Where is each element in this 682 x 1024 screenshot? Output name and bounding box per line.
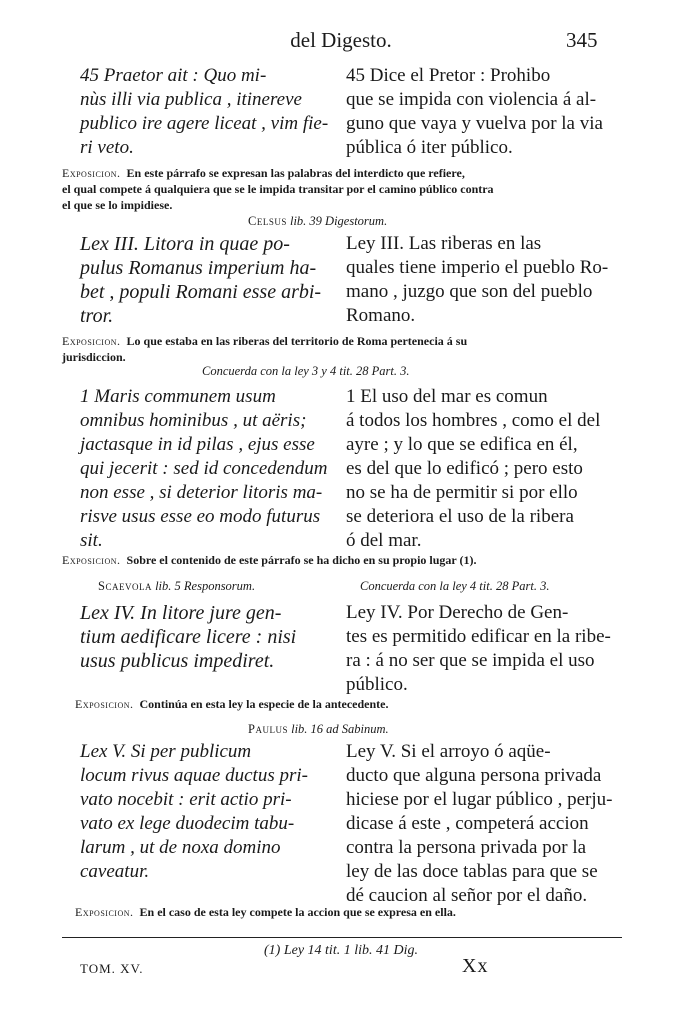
cite-author: Scaevola [98, 579, 152, 593]
text-line: Lex IV. In litore jure gen- [80, 602, 282, 624]
text-line: quales tiene imperio el pueblo Ro- [346, 257, 609, 278]
citation-scaevola [98, 579, 255, 594]
text-line: tium aedificare licere : nisi [80, 626, 297, 648]
lex-5-exposicion [75, 904, 620, 920]
text-line: no se ha de permitir si por ello [346, 482, 578, 503]
note-text: jurisdiccion. [62, 350, 126, 364]
exposicion-label: Exposicion. [62, 334, 121, 348]
text-line: jactasque in id pilas , ejus esse [80, 434, 315, 455]
text-line: Ley V. Si el arroyo ó aqüe- [346, 741, 551, 762]
lex-3-latin [80, 232, 332, 328]
text-line: 45 Praetor ait : Quo mi- [80, 65, 267, 86]
text-line: ayre ; y lo que se edifica en él, [346, 434, 578, 455]
text-line: que se impida con violencia á al- [346, 89, 597, 110]
text-line: público. [346, 674, 408, 695]
running-header: del Digesto. [290, 28, 392, 52]
exposicion-label: Exposicion. [75, 905, 134, 919]
section-45-spanish [346, 64, 616, 160]
text-line: omnibus hominibus , ut aëris; [80, 410, 307, 431]
lex-5-spanish [346, 740, 616, 908]
text-line: se deteriora el uso de la ribera [346, 506, 574, 527]
note-text: Continúa en esta ley la especie de la antecedente. [139, 697, 389, 711]
text-line: á todos los hombres , como el del [346, 410, 601, 431]
text-line: non esse , si deterior litoris ma- [80, 482, 323, 503]
exposicion-label: Exposicion. [62, 166, 121, 180]
text-line: ri veto. [80, 137, 134, 158]
text-line: contra la persona privada por la [346, 837, 587, 858]
note-text: el que se lo impidiese. [62, 198, 173, 212]
note-text: En el caso de esta ley compete la accion que se expresa en ella. [139, 905, 456, 919]
volume-label: TOM. XV. [80, 961, 144, 976]
cite-work: lib. 39 Digestorum. [289, 214, 388, 228]
lex-5-latin [80, 740, 332, 884]
text-line: dé caucion al señor por el daño. [346, 885, 588, 906]
lex-4-exposicion [75, 696, 620, 712]
lex-3-spanish [346, 232, 616, 328]
text-line: locum rivus aquae ductus pri- [80, 765, 308, 786]
text-line: Ley III. Las riberas en las [346, 233, 542, 254]
note-text: En este párrafo se expresan las palabras del interdicto que refiere, [126, 166, 465, 180]
text-line: larum , ut de noxa domino [80, 837, 281, 858]
text-line: ó del mar. [346, 530, 422, 551]
cite-work: lib. 5 Responsorum. [155, 579, 256, 593]
exposicion-label: Exposicion. [75, 697, 134, 711]
cite-work: lib. 16 ad Sabinum. [291, 722, 389, 736]
text-line: ley de las doce tablas para que se [346, 861, 598, 882]
footnote: (1) Ley 14 tit. 1 lib. 41 Dig. [264, 943, 418, 958]
text-line: caveatur. [80, 861, 150, 882]
text-line: usus publicus impediret. [80, 650, 275, 672]
text-line: ra : á no ser que se impida el uso [346, 650, 595, 671]
text-line: 1 Maris communem usum [80, 386, 276, 407]
text-line: pública ó iter público. [346, 137, 513, 158]
lex-4-spanish [346, 601, 616, 697]
citation-celsus [248, 214, 387, 229]
signature-mark: Xx [462, 955, 489, 977]
text-line: bet , populi Romani esse arbi- [80, 281, 322, 303]
section-45-latin [80, 64, 332, 160]
lex-3-concuerda: Concuerda con la ley 3 y 4 tit. 28 Part. 3. [202, 364, 410, 378]
text-line: tes es permitido edificar en la ribe- [346, 626, 611, 647]
text-line: guno que vaya y vuelva por la via [346, 113, 603, 134]
text-line: 45 Dice el Pretor : Prohibo [346, 65, 551, 86]
text-line: risve usus esse eo modo futurus [80, 506, 321, 527]
text-line: pulus Romanus imperium ha- [80, 257, 317, 279]
section-45-exposicion [62, 165, 622, 213]
footnote-rule [62, 937, 622, 938]
text-line: vato nocebit : erit actio pri- [80, 789, 292, 810]
text-line: Lex V. Si per publicum [80, 741, 252, 762]
text-line: qui jecerit : sed id concedendum [80, 458, 328, 479]
text-line: ducto que alguna persona privada [346, 765, 602, 786]
lex-4-latin [80, 601, 332, 673]
note-text: Sobre el contenido de este párrafo se ha dicho en su propio lugar (1). [126, 553, 477, 567]
text-line: tror. [80, 305, 114, 327]
text-line: mano , juzgo que son del pueblo [346, 281, 593, 302]
text-line: nùs illi via publica , itinereve [80, 89, 302, 110]
lex-3-exposicion [62, 333, 622, 365]
paragraph-1-exposicion [62, 552, 622, 568]
citation-paulus [248, 722, 389, 737]
note-text: Lo que estaba en las riberas del territorio de Roma pertenecia á su [126, 334, 468, 348]
text-line: es del que lo edificó ; pero esto [346, 458, 583, 479]
exposicion-label: Exposicion. [62, 553, 121, 567]
text-line: sit. [80, 530, 103, 551]
text-line: Lex III. Litora in quae po- [80, 233, 290, 255]
text-line: publico ire agere liceat , vim fie- [80, 113, 329, 134]
note-text: el qual compete á qualquiera que se le impida transitar por el camino público contra [62, 182, 494, 196]
page-number: 345 [566, 28, 598, 52]
lex-4-concuerda: Concuerda con la ley 4 tit. 28 Part. 3. [360, 579, 550, 593]
paragraph-1-spanish [346, 385, 616, 553]
paragraph-1-latin [80, 385, 332, 553]
text-line: 1 El uso del mar es comun [346, 386, 548, 407]
cite-author: Paulus [248, 722, 288, 736]
text-line: vato ex lege duodecim tabu- [80, 813, 295, 834]
text-line: dicase á este , competerá accion [346, 813, 589, 834]
text-line: Ley IV. Por Derecho de Gen- [346, 602, 569, 623]
cite-author: Celsus [248, 214, 287, 228]
text-line: hiciese por el lugar público , perju- [346, 789, 613, 810]
text-line: Romano. [346, 305, 416, 326]
